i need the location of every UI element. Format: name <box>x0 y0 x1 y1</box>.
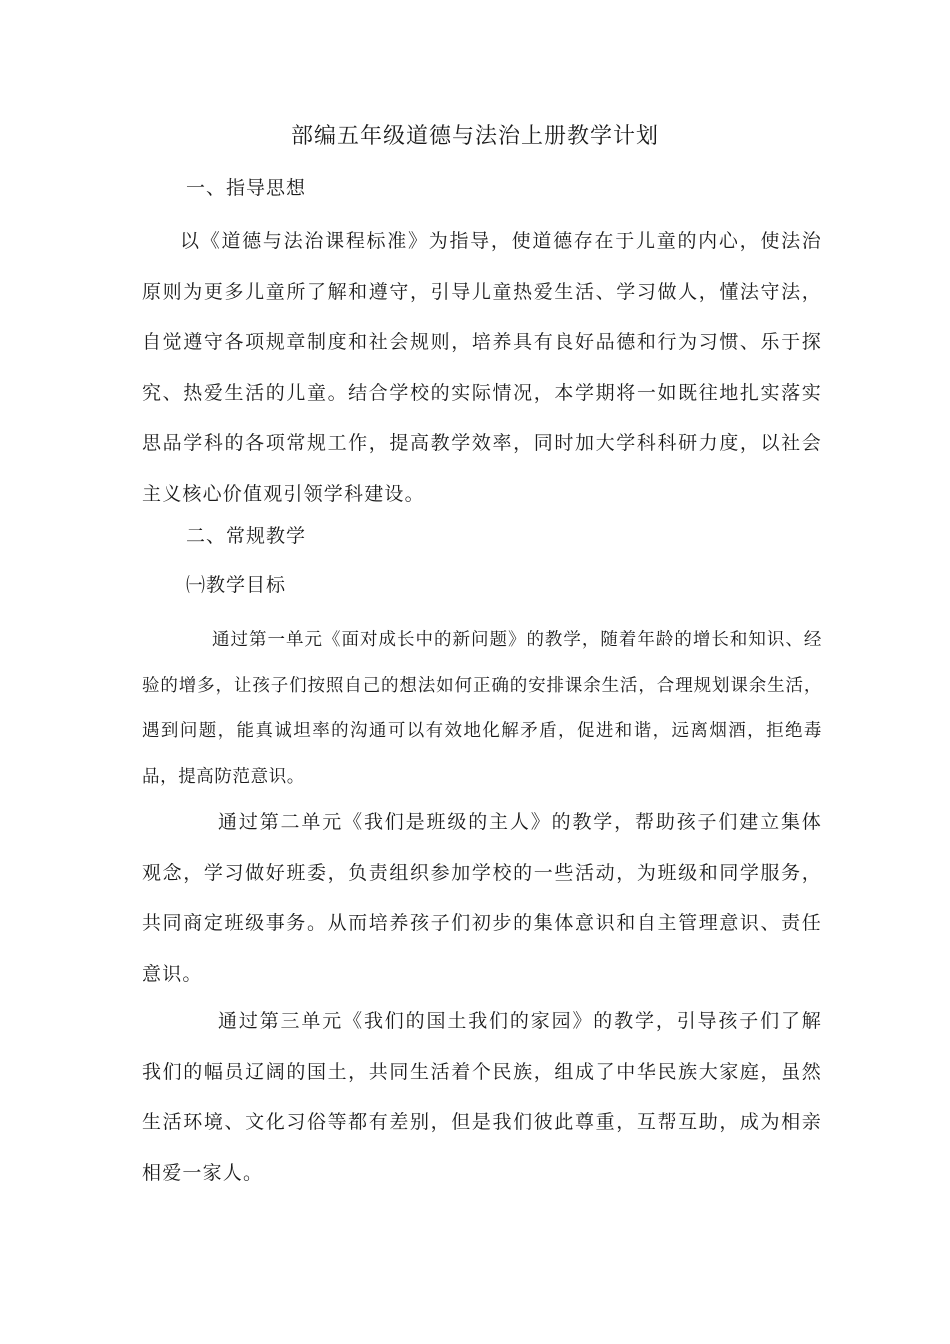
paragraph-unit-one: 通过第一单元《面对成长中的新问题》的教学，随着年龄的增长和知识、经验的增多，让孩子们按照自己的想法如何正确的安排课余生活，合理规划课余生活，遇到问题，能真诚坦率的沟通可以有效地化解矛盾，促进和谐，远离烟酒，拒绝毒品，提高防范意识。 <box>142 630 822 787</box>
paragraph-unit-three: 通过第三单元《我们的国土我们的家园》的教学，引导孩子们了解我们的幅员辽阔的国土，共同生活着个民族，组成了中华民族大家庭，虽然生活环境、文化习俗等都有差别，但是我们彼此尊重，互帮互助，成为相亲相爱一家人。 <box>142 1010 822 1184</box>
page-title: 部编五年级道德与法治上册教学计划 <box>290 124 659 149</box>
paragraph-unit-two: 通过第二单元《我们是班级的主人》的教学，帮助孩子们建立集体观念，学习做好班委，负责组织参加学校的一些活动，为班级和同学服务，共同商定班级事务。从而培养孩子们初步的集体意识和自主管理意识、责任意识。 <box>142 811 822 985</box>
section-heading-regular-teaching: 二、常规教学 <box>186 525 307 547</box>
section-heading-guiding-ideology: 一、指导思想 <box>186 177 307 199</box>
subheading-teaching-goals: ㈠教学目标 <box>186 574 287 596</box>
paragraph-guiding-ideology: 以《道德与法治课程标准》为指导，使道德存在于儿童的内心，使法治原则为更多儿童所了解和遵守，引导儿童热爱生活、学习做人，懂法守法，自觉遵守各项规章制度和社会规则，培养具有良好品德和行为习惯、乐于探究、热爱生活的儿童。结合学校的实际情况，本学期将一如既往地扎实落实思品学科的各项常规工作，提高教学效率，同时加大学科科研力度，以社会主义核心价值观引领学科建设。 <box>142 230 822 505</box>
